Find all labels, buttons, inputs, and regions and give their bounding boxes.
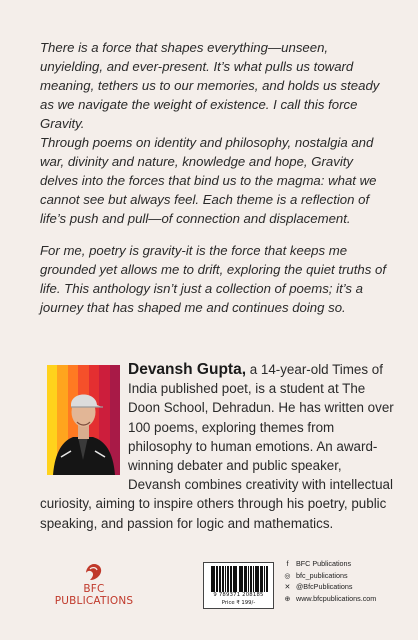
instagram-icon: ◎ [284, 570, 291, 580]
social-links [283, 558, 376, 604]
social-item-label: www.bfcpublications.com [296, 593, 377, 603]
x-icon: ✕ [284, 582, 291, 592]
social-item-website[interactable] [283, 593, 376, 604]
author-name: Devansh Gupta, [128, 361, 246, 378]
blurb-paragraph-1: There is a force that shapes everything—unseen, unyielding, and ever-present. It’s what pulls us toward meaning, tethers us to our memories, and holds us steady as we navigate the weight of existence. I call this force Gravity. [40, 40, 380, 131]
blurb-paragraph-3: For me, poetry is gravity-it is the force that keeps me grounded yet allows me to drift, exploring the quiet truths of life. This anthology isn’t just a collection of poems; it’s a journey that has shaped me and continues doing so. [40, 243, 386, 315]
barcode-bars [211, 566, 269, 592]
publisher-logo [44, 563, 144, 607]
social-item-label: BFC Publications [296, 559, 352, 568]
facebook-icon: f [286, 559, 289, 568]
globe-icon: ⊕ [284, 593, 291, 603]
social-item-instagram[interactable] [283, 570, 376, 581]
price-label: Price ₹ 199/- [221, 600, 256, 606]
isbn-digits: 9 789371 208185 [213, 592, 264, 598]
social-item-x[interactable] [283, 581, 376, 592]
social-item-facebook[interactable] [283, 558, 376, 569]
publisher-logo-icon [84, 563, 104, 581]
social-item-label: bfc_publications [296, 570, 348, 580]
social-item-label: @BfcPublications [296, 582, 353, 592]
author-bio [40, 360, 394, 533]
barcode [203, 562, 274, 609]
publisher-name: BFC PUBLICATIONS [54, 583, 134, 607]
blurb-paragraph-2: Through poems on identity and philosophy, nostalgia and war, divinity and nature, knowledge and hope, Gravity delves into the forces that bind us to the magma: what we cannot see but always feel. Each theme is a reflection of life’s push and pull—of connection and displacement. [40, 135, 377, 226]
author-bio-text: a 14-year-old Times of India published poet, is a student at The Doon School, Dehradun. He has written over 100 poems, exploring themes from philosophy to human emotions. An award-winning debater and public speaker, Devansh combines creativity with intellectual curiosity, aiming to inspire others through his poetry, public speaking, and passion for logic and mathematics. [40, 362, 394, 531]
